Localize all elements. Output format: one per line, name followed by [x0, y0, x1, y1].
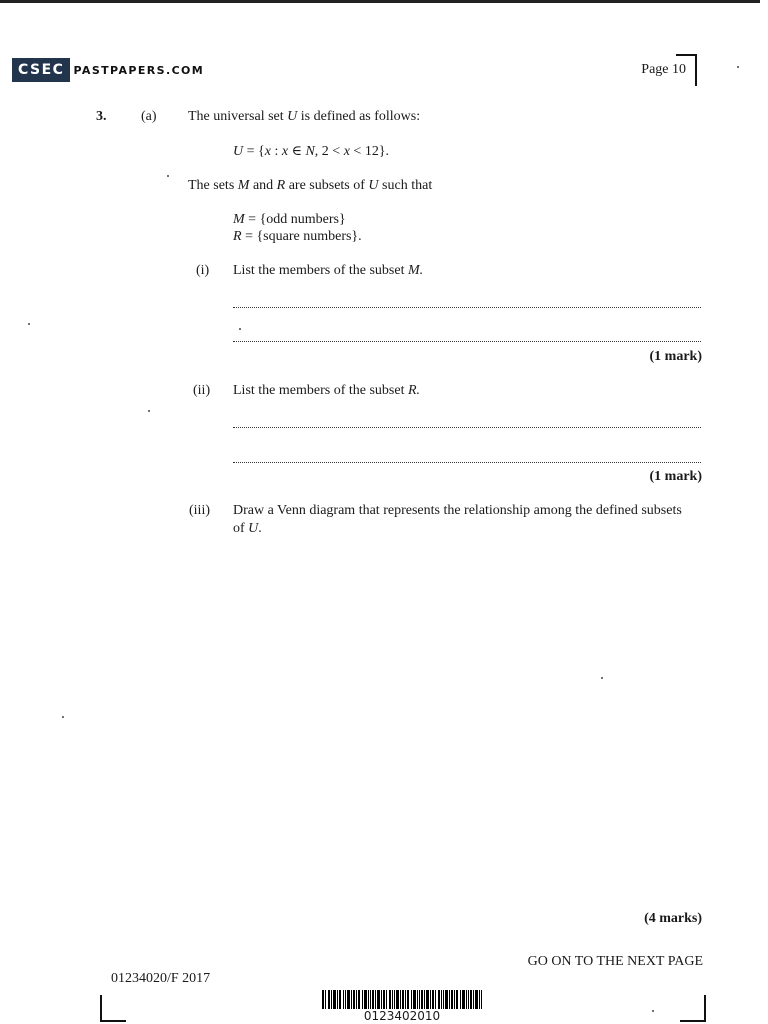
- sub-question-ii-text: [233, 382, 420, 400]
- sub-iii-line-1: Draw a Venn diagram that represents the relationship among the defined subsets: [233, 503, 682, 518]
- corner-mark-bottom-right: [680, 995, 706, 1022]
- marks-i: (1 mark): [649, 349, 702, 364]
- set-r-definition: [233, 228, 362, 246]
- marks-ii: (1 mark): [649, 469, 702, 484]
- answer-line-ii-2[interactable]: [233, 462, 701, 463]
- subsets-intro-p2: and: [249, 178, 277, 193]
- answer-line-i-2[interactable]: [233, 341, 701, 342]
- answer-line-ii-1[interactable]: [233, 427, 701, 428]
- scan-speck: [148, 410, 150, 412]
- answer-line-i-1[interactable]: [233, 307, 701, 308]
- universal-set-definition: [233, 143, 389, 161]
- venn-diagram-answer-space[interactable]: [233, 548, 703, 898]
- sub-ii-text: List the members of the subset: [233, 383, 408, 398]
- question-part-label: (a): [141, 109, 157, 124]
- set-u-n: N: [305, 144, 315, 159]
- set-u-x2: x: [281, 144, 289, 159]
- set-u-part-2: :: [270, 144, 282, 159]
- subsets-intro-m: M: [237, 178, 250, 193]
- scan-speck: [239, 328, 241, 330]
- subsets-intro-r: R: [276, 178, 286, 193]
- subsets-intro-u: U: [368, 178, 379, 193]
- subsets-intro: [188, 177, 432, 195]
- barcode-number: 0123402010: [363, 1009, 441, 1023]
- corner-mark-bottom-left: [100, 995, 126, 1022]
- set-m-definition: [233, 211, 346, 229]
- scan-speck: [652, 1010, 654, 1012]
- sub-question-i-label: (i): [196, 263, 210, 278]
- top-border-rule: [0, 0, 760, 3]
- sub-iii-line2-post: .: [258, 521, 262, 536]
- intro-text-after: is defined as follows:: [297, 109, 421, 124]
- scan-speck: [737, 66, 739, 68]
- sub-ii-var: R.: [407, 383, 421, 398]
- sub-question-ii-label: (ii): [193, 383, 211, 398]
- subsets-intro-p3: are subsets of: [285, 178, 369, 193]
- go-on-next-page: GO ON TO THE NEXT PAGE: [527, 954, 703, 969]
- set-m-rest: = {odd numbers}: [244, 212, 346, 227]
- set-r-rest: = {square numbers}.: [241, 229, 362, 244]
- sub-i-var: M.: [407, 263, 424, 278]
- sub-i-text: List the members of the subset: [233, 263, 408, 278]
- sub-iii-line2-pre: of: [233, 521, 249, 536]
- corner-mark-top-right: [676, 54, 697, 86]
- intro-text-before: The universal set: [188, 109, 288, 124]
- set-u-part-1: = {: [243, 144, 265, 159]
- set-u-part-3: ∈: [288, 144, 306, 159]
- logo-csec-box: CSEC: [12, 58, 70, 82]
- sub-question-iii-text: [233, 502, 713, 538]
- sub-iii-line2-var: U: [248, 521, 259, 536]
- page-number: Page 10: [641, 62, 686, 77]
- barcode-image: [322, 990, 482, 1009]
- paper-code: 01234020/F 2017: [111, 971, 211, 986]
- set-m-var: M: [233, 212, 245, 227]
- subsets-intro-p4: such that: [378, 178, 433, 193]
- scan-speck: [601, 677, 603, 679]
- scan-speck: [167, 175, 169, 177]
- subsets-intro-p1: The sets: [188, 178, 238, 193]
- marks-iii: (4 marks): [644, 911, 702, 926]
- scan-speck: [62, 716, 64, 718]
- question-number: 3.: [96, 109, 107, 124]
- set-u-x1: x: [264, 144, 271, 159]
- logo-pastpapers-text: PASTPAPERS.COM: [73, 64, 205, 77]
- sub-question-i-text: [233, 262, 423, 280]
- sub-question-iii-label: (iii): [189, 503, 210, 518]
- set-r-var: R: [233, 229, 242, 244]
- sub-iii-line-2: [233, 520, 713, 538]
- set-u-x3: x: [343, 144, 350, 159]
- site-logo[interactable]: [12, 58, 204, 82]
- scan-speck: [28, 323, 30, 325]
- set-u-part-5: < 12}.: [349, 144, 390, 159]
- universal-set-intro: [188, 108, 420, 126]
- set-u-lhs: U: [233, 144, 244, 159]
- intro-var-u: U: [287, 109, 298, 124]
- set-u-part-4: , 2 <: [314, 144, 344, 159]
